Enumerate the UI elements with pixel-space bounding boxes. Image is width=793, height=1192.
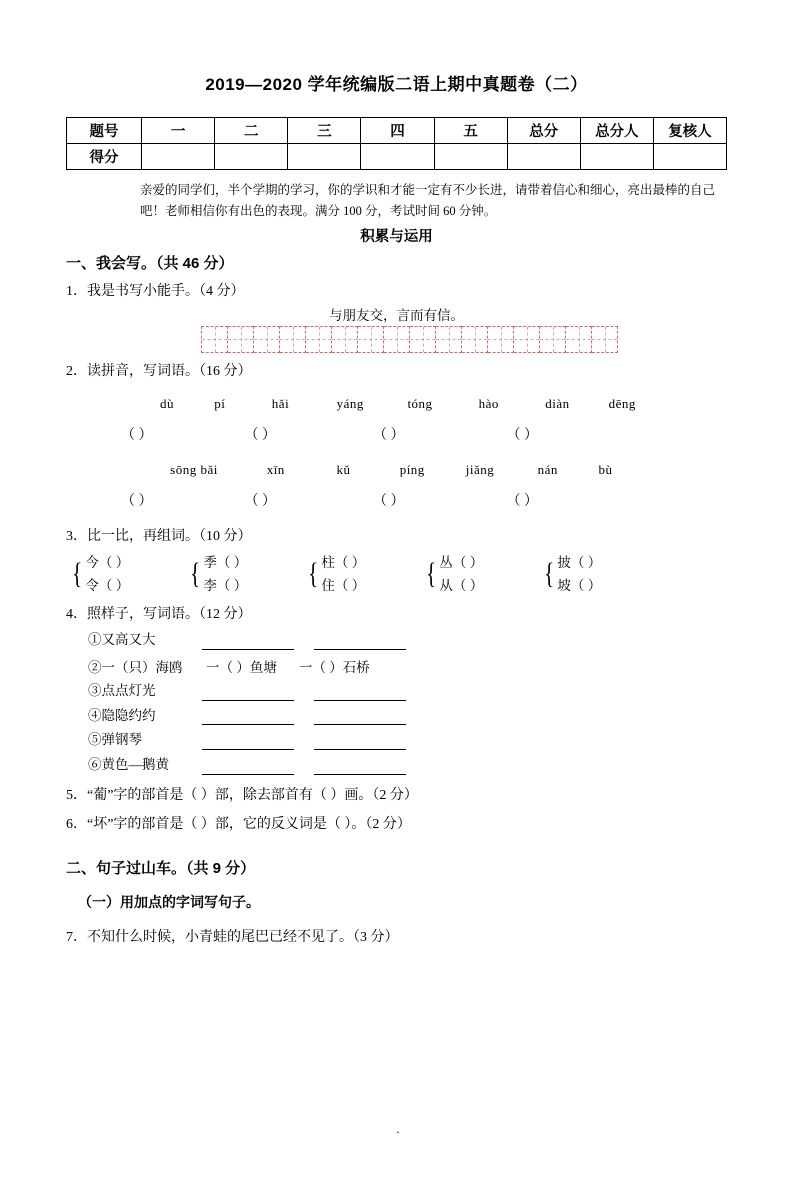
answer-blank[interactable]: （ ） bbox=[506, 493, 538, 509]
compare-group-1 bbox=[70, 551, 188, 598]
intro-text: 亲爱的同学们，半个学期的学习，你的学识和才能一定有不少长进，请带着信心和细心，亮出最棒的自己吧！老师相信你有出色的表现。满分 100 分，考试时间 60 分钟。 bbox=[140, 183, 716, 219]
tianzige-grid[interactable] bbox=[201, 326, 618, 353]
sample-end[interactable]: 一（ ）石桥 bbox=[298, 659, 370, 675]
list-item bbox=[88, 682, 727, 701]
answer-row-2 bbox=[66, 490, 727, 510]
grid-cell[interactable] bbox=[436, 326, 462, 352]
question-4: 4．照样子，写词语。（12 分） bbox=[66, 606, 252, 622]
score-cell-5[interactable] bbox=[434, 144, 507, 170]
pinyin-13: jiǎng bbox=[465, 461, 495, 477]
sample-lead: ⑥黄色—鹅黄 bbox=[88, 757, 169, 773]
pinyin-10: xīn bbox=[266, 461, 285, 477]
col-2: 二 bbox=[215, 118, 288, 144]
answer-blank[interactable] bbox=[202, 686, 294, 701]
compare-group-3 bbox=[306, 551, 424, 598]
sample-lead: ③点点灯光 bbox=[88, 682, 156, 698]
compare-word-groups bbox=[66, 551, 727, 598]
sample-word-list bbox=[66, 631, 727, 775]
grid-cell[interactable] bbox=[228, 326, 254, 352]
grid-cell[interactable] bbox=[566, 326, 592, 352]
compare-bottom[interactable]: 李（ ） bbox=[203, 578, 248, 594]
answer-blank[interactable]: （ ） bbox=[121, 493, 153, 509]
table-row bbox=[67, 118, 727, 144]
writing-grid-area bbox=[66, 304, 727, 353]
grid-cell[interactable] bbox=[514, 326, 540, 352]
grid-cell[interactable] bbox=[592, 326, 618, 352]
answer-blank[interactable] bbox=[314, 710, 406, 725]
compare-bottom[interactable]: 从（ ） bbox=[439, 578, 484, 594]
sample-lead: ⑤弹钢琴 bbox=[88, 732, 142, 748]
compare-top[interactable]: 丛（ ） bbox=[439, 554, 484, 570]
grid-cell[interactable] bbox=[384, 326, 410, 352]
compare-top[interactable]: 今（ ） bbox=[85, 554, 130, 570]
answer-blank[interactable] bbox=[314, 735, 406, 750]
pinyin-8: dēng bbox=[608, 395, 636, 411]
pinyin-14: nán bbox=[537, 461, 558, 477]
page-title: 2019—2020 学年统编版二语上期中真题卷（二） bbox=[205, 75, 588, 94]
answer-blank[interactable] bbox=[202, 710, 294, 725]
brace-icon: { bbox=[308, 557, 319, 591]
compare-top[interactable]: 柱（ ） bbox=[321, 554, 366, 570]
score-cell-3[interactable] bbox=[288, 144, 361, 170]
pinyin-row-2 bbox=[66, 462, 727, 478]
sample-lead: ①又高又大 bbox=[88, 631, 156, 647]
question-5[interactable]: 5．“葡”字的部首是（ ）部，除去部首有（ ）画。（2 分） bbox=[66, 788, 418, 804]
compare-group-2 bbox=[188, 551, 306, 598]
question-7 bbox=[66, 926, 727, 946]
brace-icon: { bbox=[72, 557, 83, 591]
answer-blank[interactable]: （ ） bbox=[373, 493, 405, 509]
list-item bbox=[88, 656, 727, 676]
score-cell-1[interactable] bbox=[142, 144, 215, 170]
col-reviewer: 复核人 bbox=[653, 118, 726, 144]
compare-group-4 bbox=[424, 551, 542, 598]
score-cell-2[interactable] bbox=[215, 144, 288, 170]
pinyin-12: píng bbox=[399, 461, 425, 477]
answer-blank[interactable] bbox=[202, 635, 294, 650]
pinyin-11: kǔ bbox=[336, 461, 351, 477]
compare-bottom[interactable]: 坡（ ） bbox=[557, 578, 602, 594]
grid-cell[interactable] bbox=[202, 326, 228, 352]
answer-blank[interactable]: （ ） bbox=[244, 427, 276, 443]
answer-blank[interactable] bbox=[314, 760, 406, 775]
answer-blank[interactable]: （ ） bbox=[121, 427, 153, 443]
pinyin-3: hǎi bbox=[271, 395, 290, 411]
answer-blank[interactable] bbox=[202, 760, 294, 775]
answer-blank[interactable]: （ ） bbox=[506, 427, 538, 443]
score-cell-4[interactable] bbox=[361, 144, 434, 170]
part-2-heading: 二、句子过山车。（共 9 分） bbox=[66, 860, 256, 878]
col-grader: 总分人 bbox=[580, 118, 653, 144]
list-item bbox=[88, 631, 727, 650]
compare-top[interactable]: 季（ ） bbox=[203, 554, 248, 570]
score-table bbox=[66, 117, 727, 170]
score-cell-grader[interactable] bbox=[580, 144, 653, 170]
col-5: 五 bbox=[434, 118, 507, 144]
sample-lead: ④隐隐约约 bbox=[88, 707, 156, 723]
score-cell-total[interactable] bbox=[507, 144, 580, 170]
answer-blank[interactable]: （ ） bbox=[244, 493, 276, 509]
question-3: 3．比一比，再组词。（10 分） bbox=[66, 528, 252, 544]
sample-mid[interactable]: 一（ ）鱼塘 bbox=[206, 659, 277, 675]
col-4: 四 bbox=[361, 118, 434, 144]
grid-cell[interactable] bbox=[410, 326, 436, 352]
grid-cell[interactable] bbox=[254, 326, 280, 352]
list-item bbox=[88, 756, 727, 775]
q1-sentence: 与朋友交，言而有信。 bbox=[329, 307, 464, 323]
answer-blank[interactable]: （ ） bbox=[373, 427, 405, 443]
pinyin-2: pí bbox=[214, 395, 226, 411]
col-3: 三 bbox=[288, 118, 361, 144]
list-item bbox=[88, 707, 727, 726]
grid-cell[interactable] bbox=[462, 326, 488, 352]
pinyin-6: hào bbox=[478, 395, 499, 411]
grid-cell[interactable] bbox=[280, 326, 306, 352]
part-1-heading: 一、我会写。（共 46 分） bbox=[66, 254, 234, 272]
section-title: 积累与运用 bbox=[360, 228, 433, 245]
question-7-text: 7．不知什么时候，小青蛙的尾巴已经不见了。（3 分） bbox=[66, 930, 399, 946]
question-6[interactable]: 6．“坏”字的部首是（ ）部，它的反义词是（ ）。（2 分） bbox=[66, 817, 411, 833]
row-label-score: 得分 bbox=[67, 144, 142, 170]
pinyin-9: sōng bǎi bbox=[170, 461, 218, 477]
grid-cell[interactable] bbox=[488, 326, 514, 352]
list-item bbox=[88, 731, 727, 750]
brace-icon: { bbox=[190, 557, 201, 591]
grid-cell[interactable] bbox=[332, 326, 358, 352]
answer-row-1 bbox=[66, 424, 727, 444]
col-total: 总分 bbox=[507, 118, 580, 144]
emphasis-dot: · bbox=[396, 1125, 400, 1139]
table-row bbox=[202, 326, 618, 352]
pinyin-4: yáng bbox=[336, 395, 364, 411]
brace-icon: { bbox=[544, 557, 555, 591]
question-1: 1．我是书写小能手。（4 分） bbox=[66, 283, 245, 299]
grid-cell[interactable] bbox=[358, 326, 384, 352]
pinyin-1: dù bbox=[160, 395, 174, 411]
pinyin-row-1 bbox=[66, 396, 727, 412]
answer-blank[interactable] bbox=[202, 735, 294, 750]
part-2-sub-heading: （一）用加点的字词写句子。 bbox=[78, 894, 260, 911]
grid-cell[interactable] bbox=[306, 326, 332, 352]
score-cell-reviewer[interactable] bbox=[653, 144, 726, 170]
brace-icon: { bbox=[426, 557, 437, 591]
question-2: 2．读拼音，写词语。（16 分） bbox=[66, 363, 252, 379]
row-label-number: 题号 bbox=[67, 118, 142, 144]
grid-cell[interactable] bbox=[540, 326, 566, 352]
pinyin-7: diàn bbox=[545, 395, 570, 411]
sample-lead: ②一（只）海鸥 bbox=[88, 659, 183, 675]
answer-blank[interactable] bbox=[314, 635, 406, 650]
col-1: 一 bbox=[142, 118, 215, 144]
compare-bottom[interactable]: 住（ ） bbox=[321, 578, 366, 594]
compare-top[interactable]: 披（ ） bbox=[557, 554, 602, 570]
compare-group-5 bbox=[542, 551, 660, 598]
table-row bbox=[67, 144, 727, 170]
answer-blank[interactable] bbox=[314, 686, 406, 701]
exam-page bbox=[0, 70, 793, 1192]
compare-bottom[interactable]: 令（ ） bbox=[85, 578, 130, 594]
pinyin-5: tóng bbox=[407, 395, 433, 411]
pinyin-15: bù bbox=[598, 461, 613, 477]
